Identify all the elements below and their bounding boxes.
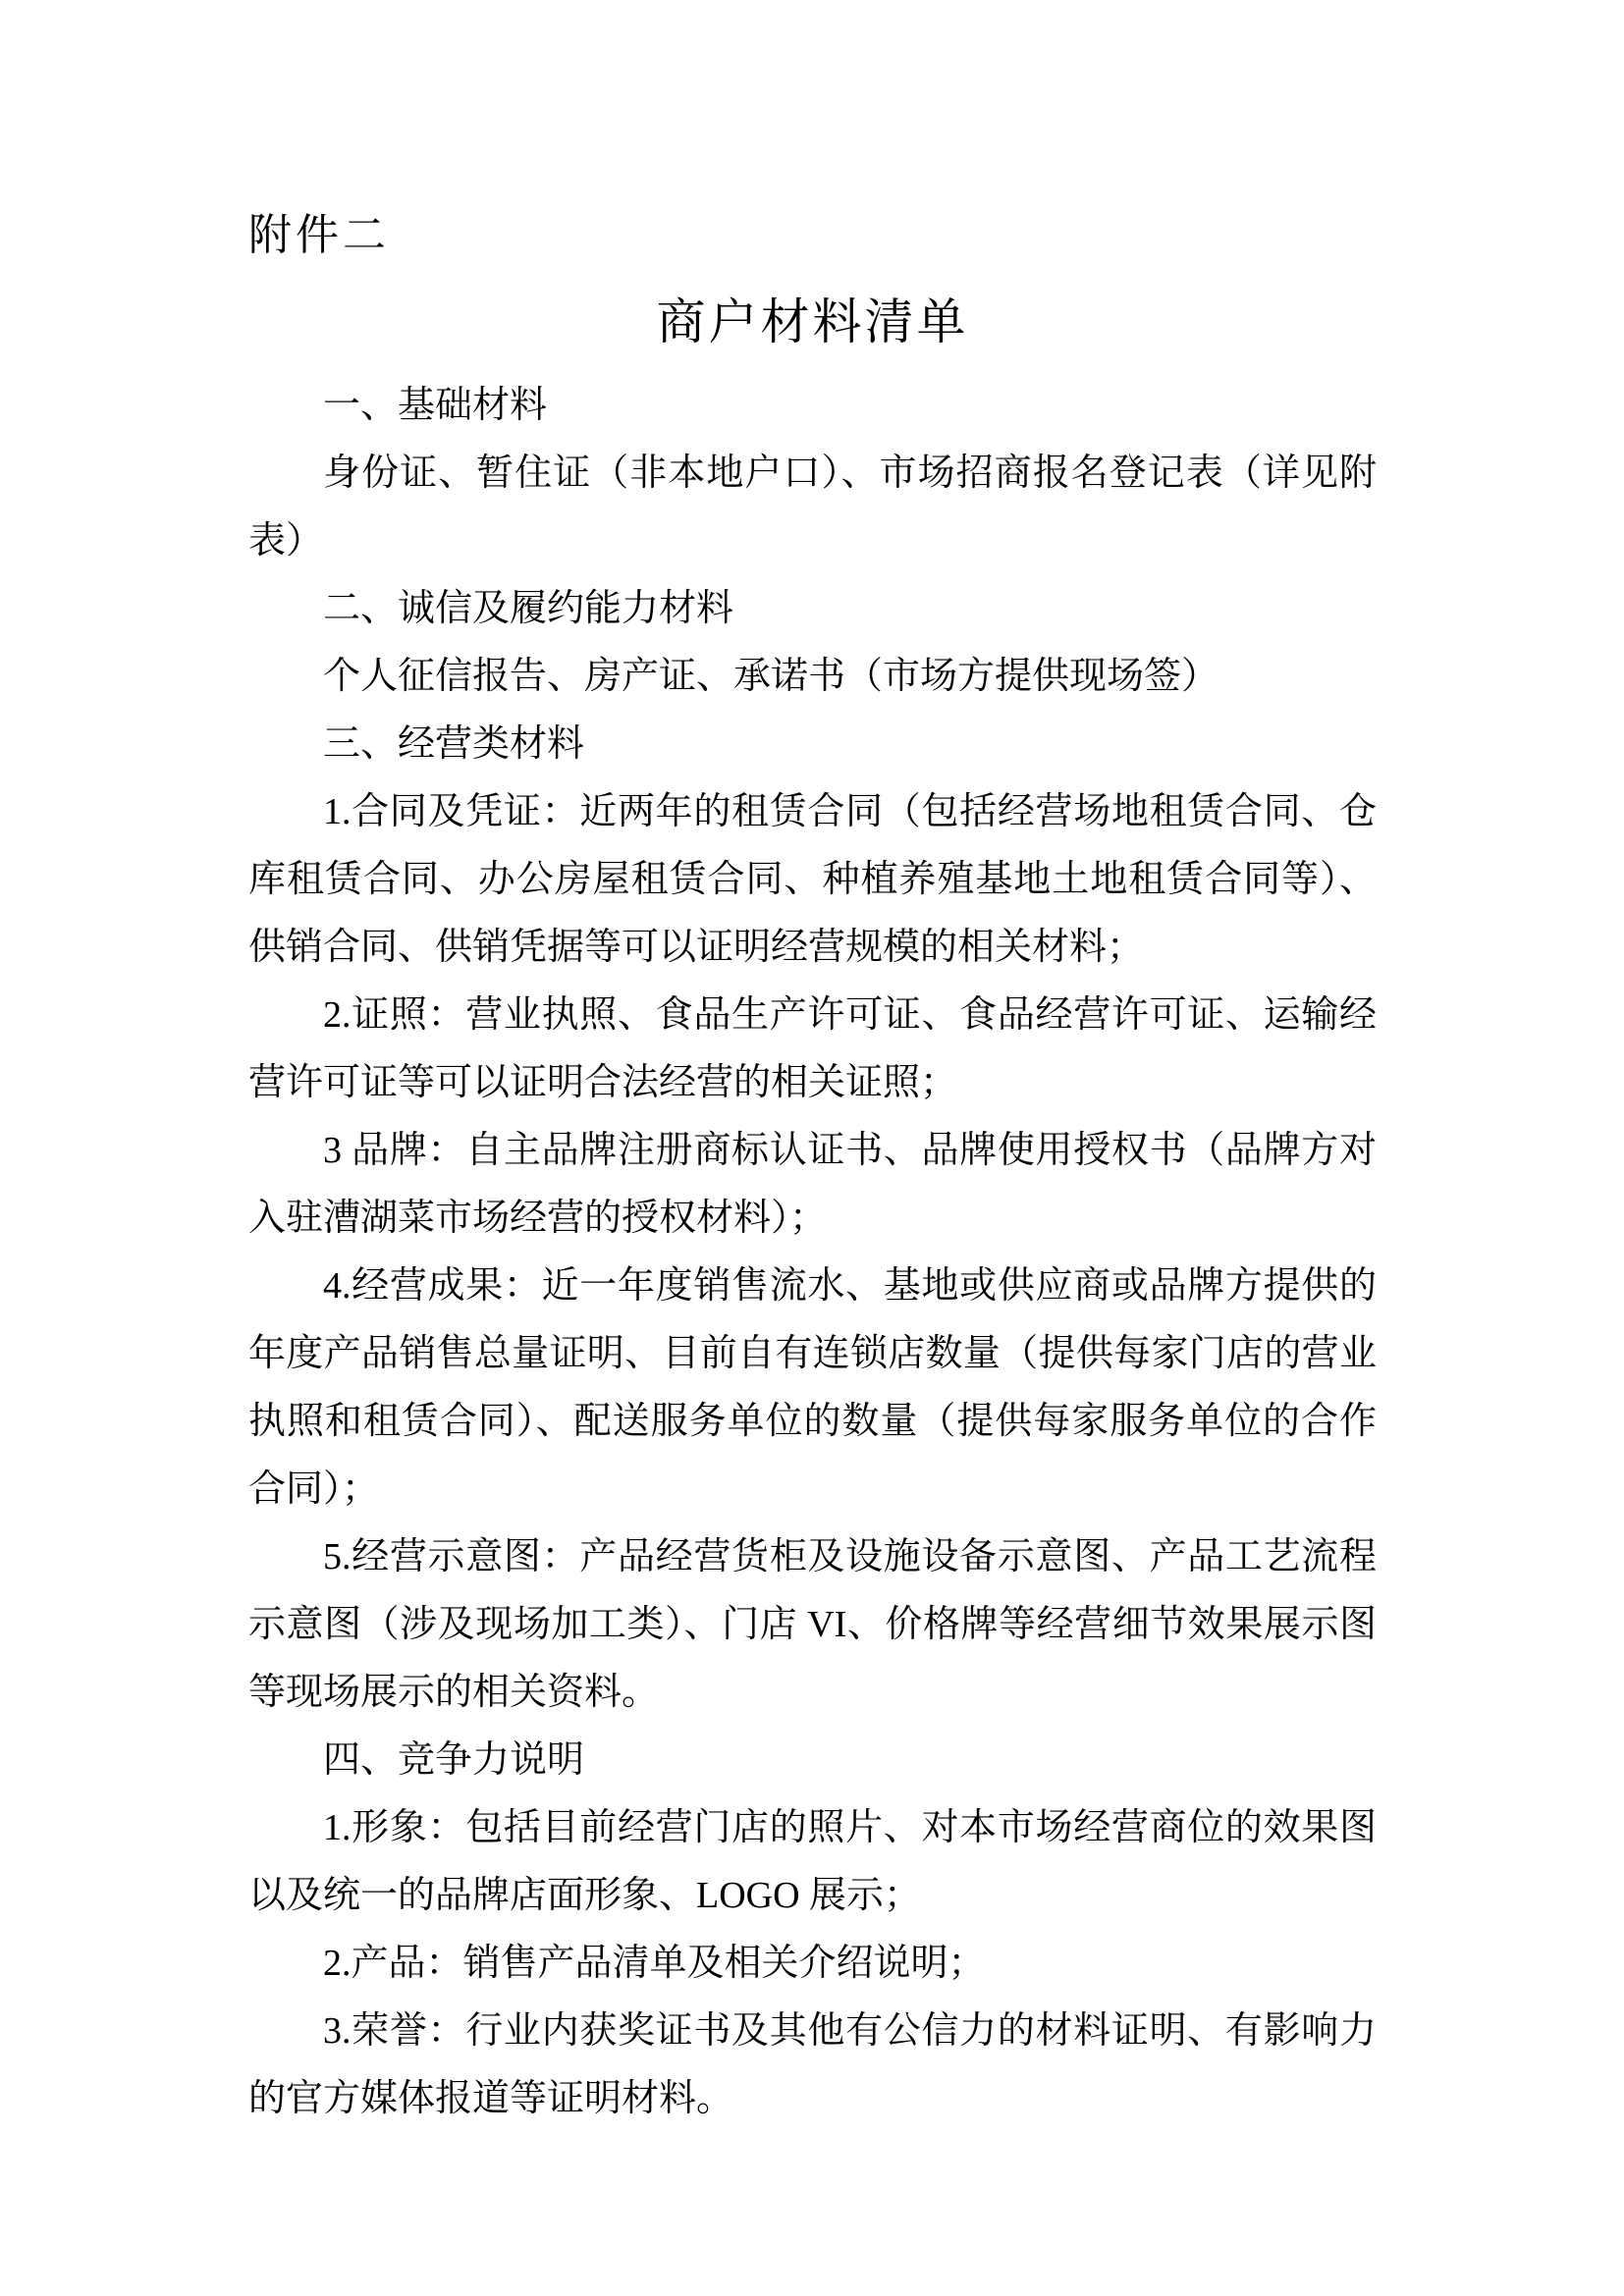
paragraph-business-diagrams: 5.经营示意图：产品经营货柜及设施设备示意图、产品工艺流程示意图（涉及现场加工类）、门店 VI、价格牌等经营细节效果展示图等现场展示的相关资料。 (248, 1536, 1377, 1713)
paragraph-honors: 3.荣誉：行业内获奖证书及其他有公信力的材料证明、有影响力的官方媒体报道等证明材料。 (248, 2010, 1377, 2119)
section-heading-4: 四、竞争力说明 (323, 1739, 585, 1781)
paragraph-image: 1.形象：包括目前经营门店的照片、对本市场经营商位的效果图以及统一的品牌店面形象、LOGO 展示； (248, 1807, 1377, 1916)
paragraph-basic-materials: 身份证、暂住证（非本地户口）、市场招商报名登记表（详见附表） (248, 453, 1377, 561)
paragraph-products: 2.产品：销售产品清单及相关介绍说明； (323, 1943, 986, 1984)
section-heading-2: 二、诚信及履约能力材料 (323, 588, 734, 629)
paragraph-brand: 3 品牌：自主品牌注册商标认证书、品牌使用授权书（品牌方对入驻漕湖菜市场经营的授权材料）； (248, 1130, 1377, 1239)
section-heading-3: 三、经营类材料 (323, 723, 585, 765)
attachment-label: 附件二 (248, 211, 390, 259)
paragraph-licenses: 2.证照：营业执照、食品生产许可证、食品经营许可证、运输经营许可证等可以证明合法经营的相关证照； (248, 994, 1377, 1103)
document-title: 商户材料清单 (656, 294, 969, 349)
paragraph-contracts: 1.合同及凭证：近两年的租赁合同（包括经营场地租赁合同、仓库租赁合同、办公房屋租赁合同、种植养殖基地土地租赁合同等）、供销合同、供销凭据等可以证明经营规模的相关材料； (248, 791, 1377, 968)
paragraph-business-results: 4.经营成果：近一年度销售流水、基地或供应商或品牌方提供的年度产品销售总量证明、目前自有连锁店数量（提供每家门店的营业执照和租赁合同）、配送服务单位的数量（提供每家服务单位的合作合同）； (248, 1265, 1377, 1510)
document-body (248, 372, 1377, 2133)
paragraph-credit-materials: 个人征信报告、房产证、承诺书（市场方提供现场签） (323, 656, 1219, 697)
section-heading-1: 一、基础材料 (323, 385, 548, 426)
